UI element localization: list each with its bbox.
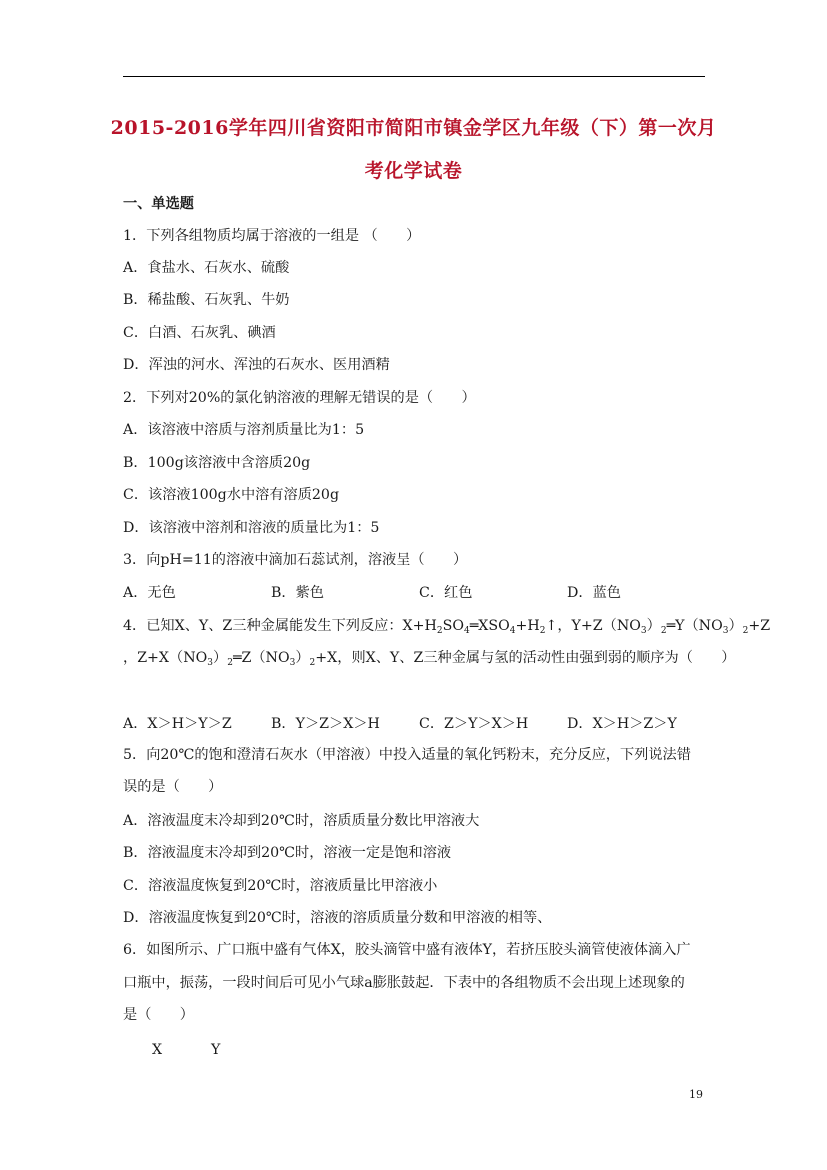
question-1-option-b: B．稀盐酸、石灰乳、牛奶 [123, 292, 290, 308]
question-4-option-d: D．X＞H＞Z＞Y [567, 716, 677, 732]
question-6-stem-line-1: 6．如图所示、广口瓶中盛有气体X，胶头滴管中盛有液体Y，若挤压胶头滴管使液体滴入广 [123, 942, 691, 958]
question-4-stem-line-1: 4．已知X、Y、Z三种金属能发生下列反应：$X+H_2SO_4═XSO_4+H_2↑$，$Y+Z(NO_3)_2═Y(NO_3)_2+Z$ [123, 618, 771, 636]
question-5-option-d: D．溶液温度恢复到20℃时，溶液的溶质质量分数和甲溶液的相等、 [123, 910, 552, 926]
question-2-stem: 2．下列对20%的氯化钠溶液的理解无错误的是（ ） [123, 390, 476, 406]
question-1-option-d: D．浑浊的河水、浑浊的石灰水、医用酒精 [123, 357, 390, 373]
question-3-option-b: B．紫色 [271, 585, 324, 601]
table-header-y: Y [211, 1042, 221, 1058]
question-4-option-a: A．X＞H＞Y＞Z [123, 716, 232, 732]
table-header-x: X [152, 1042, 163, 1058]
question-3-option-d: D．蓝色 [567, 585, 621, 601]
question-2-option-c: C．该溶液100g水中溶有溶质20g [123, 487, 340, 503]
question-4-stem-line-2: ，$Z+X(NO_3)_2═Z(NO_3)_2+X$，则X、Y、Z三种金属与氢的活动性由强到弱的顺序为（ ） [123, 650, 736, 668]
page-number: 19 [689, 1088, 703, 1101]
question-5-option-c: C．溶液温度恢复到20℃时，溶液质量比甲溶液小 [123, 878, 438, 894]
question-1-option-a: A．食盐水、石灰水、硫酸 [123, 260, 290, 276]
question-3-stem: 3．向pH=11的溶液中滴加石蕊试剂，溶液呈（ ） [123, 552, 468, 568]
question-3-option-a: A．无色 [123, 585, 176, 601]
question-2-option-b: B．100g该溶液中含溶质20g [123, 455, 311, 471]
question-5-stem-line-2: 误的是（ ） [123, 779, 223, 795]
question-6-stem-line-3: 是（ ） [123, 1007, 194, 1023]
question-5-stem-line-1: 5．向20℃的饱和澄清石灰水（甲溶液）中投入适量的氧化钙粉末，充分反应，下列说法错 [123, 747, 691, 763]
question-4-option-b: B．Y＞Z＞X＞H [271, 716, 380, 732]
question-2-option-a: A．该溶液中溶质与溶剂质量比为1：5 [123, 422, 365, 438]
exam-title-line-2: 考化学试卷 [364, 160, 463, 182]
question-2-option-d: D．该溶液中溶剂和溶液的质量比为1：5 [123, 520, 380, 536]
question-5-option-b: B．溶液温度末冷却到20℃时，溶液一定是饱和溶液 [123, 845, 452, 861]
exam-title-line-1: 2015-2016学年四川省资阳市简阳市镇金学区九年级（下）第一次月 [110, 117, 717, 139]
question-1-stem: 1．下列各组物质均属于溶液的一组是 （ ） [123, 228, 421, 244]
question-6-stem-line-2: 口瓶中，振荡，一段时间后可见小气球a膨胀鼓起．下表中的各组物质不会出现上述现象的 [123, 975, 685, 991]
question-4-option-c: C．Z＞Y＞X＞H [419, 716, 529, 732]
section-heading: 一、单选题 [123, 196, 194, 212]
question-5-option-a: A．溶液温度末冷却到20℃时，溶质质量分数比甲溶液大 [123, 813, 480, 829]
question-1-option-c: C．白酒、石灰乳、碘酒 [123, 325, 276, 341]
header-rule [123, 76, 705, 77]
question-3-option-c: C．红色 [419, 585, 473, 601]
